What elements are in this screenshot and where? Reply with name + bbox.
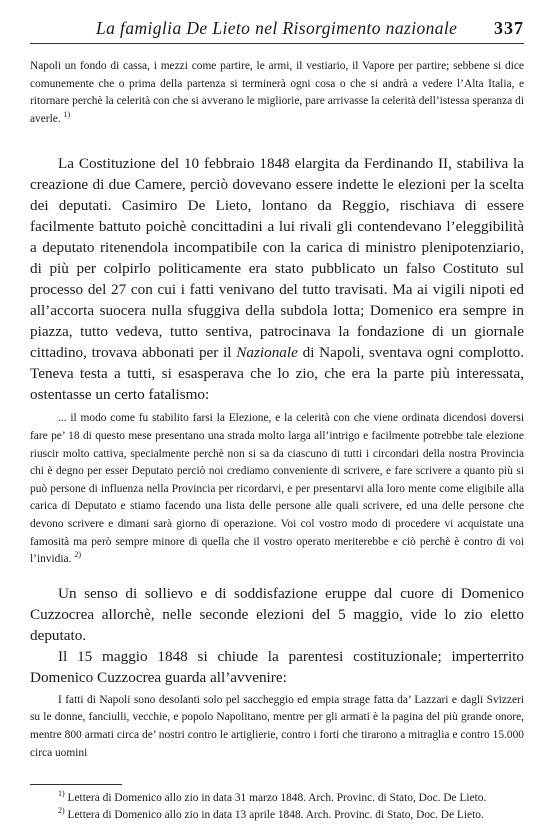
footnote-2-marker: 2) bbox=[58, 805, 65, 815]
page-number: 337 bbox=[494, 18, 524, 38]
footnote-ref-1: 1) bbox=[63, 109, 71, 119]
paragraph-1-end: di Napoli, sventava ogni complotto. Teneva testa a tutti, si esasperava che lo zio, che era la parte più interessata, ostentasse un certo fatalismo: bbox=[30, 344, 524, 404]
paragraph-3: Il 15 maggio 1848 si chiude la parentesi costituzionale; imperterrito Domenico Cuzzocrea guarda all’avvenire: bbox=[30, 647, 524, 686]
footnote-1-marker: 1) bbox=[58, 789, 65, 799]
footnote-ref-2: 2) bbox=[74, 550, 81, 560]
page-header bbox=[30, 18, 524, 44]
footnote-2 bbox=[30, 805, 524, 824]
footnote-1 bbox=[30, 791, 524, 807]
newspaper-title: Nazionale bbox=[236, 344, 298, 362]
footnote-divider bbox=[30, 784, 122, 785]
quote-top-text: Napoli un fondo di cassa, i mezzi come partire, le armi, il vestiario, il Vapore per partire; sebbene si dice comunemente che o prima della partenza si terminerà ogni cosa o che si andrà a vedere l’Alta Italia, e ritornare perchè la celerità con che si avverano le migliorie, pare arrivasse la celerità dell’istessa speranza di averle. bbox=[30, 60, 524, 125]
quote-top bbox=[30, 58, 524, 128]
footnote-1-text: Lettera di Domenico allo zio in data 31 marzo 1848. Arch. Provinc. di Stato, Doc. De Lieto. bbox=[67, 792, 487, 805]
paragraph-1 bbox=[30, 153, 524, 405]
quote-bottom: I fatti di Napoli sono desolanti solo pel saccheggio ed empia strage fatta da’ Lazzari e dagli Svizzeri su le donne, fanciulli, vecchie, e popolo Napolitano, mentre per gli armati è la pagina del più grande onore, mentre 800 armati circa de’ nostri contro le artiglierie, contro i forti che tirarono a mitraglia e contro 15.000 circa uomini bbox=[30, 693, 524, 759]
paragraph-1-text: La Costituzione del 10 febbraio 1848 elargita da Ferdinando II, stabiliva la creazione di due Camere, perciò dovevano essere indette le elezioni per la scelta dei deputati. Casimiro De Lieto, lontano da Reggio, rischiava di essere facilmente battuto poichè concittadini a lui rivali gli contendevano l’eleggibilità a deputato ritenendola incompatibile con la carica di ministro plenipotenziario, di più per colpirlo politicamente era stato pubblicato un falso Costituto sul processo del 27 con cui i fatti venivano del tutto travisati. Ma ai vigili nipoti ed all’accorta suocera nulla sfuggiva della subdola lotta; Domenico era sempre in piazza, tutto vedeva, tutto sentiva, patrocinava la fondazione di un giornale cittadino, trovava abbonati per il bbox=[30, 155, 524, 362]
quote-middle-text: ... il modo come fu stabilito farsi la Elezione, e la celerità con che viene ordinata dicendosi doversi fare pe’ 18 di questo mese presentano una strada molto larga all’intrigo e facilmente potrebbe tale elezione riuscir molto cattiva, specialmente perchè non si sa da ciascuno di tutti i circondari della nostra Provincia chi è degno per esser Deputato perciò noi crediamo conveniente di scrivere, e fare scrivere a quanto più si può persone di influenza nella Provincia per ricordarvi, e per presentarvi alla loro mente come eligibile alla carica di Deputato e stiamo facendo una lista delle persone alle quali scrivere, ed una delle persone che devono scrivere e dimani sarà giorno di operazione. Voi col vostro modo di procedere vi acquistate una famosità ma però sempre minore di quella che il vostro operato meriterebbe e ciò perchè è contro di voi l’invidia. bbox=[30, 412, 524, 566]
footnote-2-text: Lettera di Domenico allo zio in data 13 aprile 1848. Arch. Provinc. di Stato, Doc. De Lieto. bbox=[67, 808, 484, 821]
quote-middle bbox=[30, 410, 524, 568]
paragraph-2: Un senso di sollievo e di soddisfazione eruppe dal cuore di Domenico Cuzzocrea allorchè, nelle seconde elezioni del 5 maggio, vide lo zio eletto deputato. bbox=[30, 584, 524, 644]
running-title: La famiglia De Lieto nel Risorgimento nazionale bbox=[96, 18, 458, 38]
